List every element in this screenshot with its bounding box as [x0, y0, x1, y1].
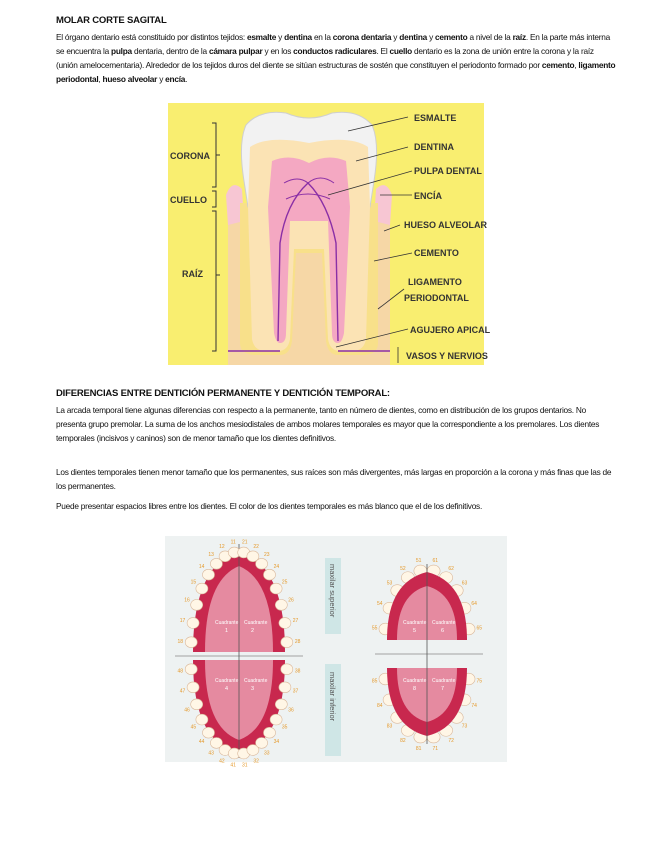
temporary-upper-tooth-number-64: 64	[471, 601, 477, 608]
label-vasos-nervios: VASOS Y NERVIOS	[406, 351, 488, 361]
permanent-upper-tooth-number-27: 27	[292, 617, 299, 624]
permanent-lower-tooth-number-48: 48	[177, 668, 184, 675]
temporary-lower-tooth-number-81: 81	[415, 746, 422, 752]
permanent-upper-tooth-number-17: 17	[179, 617, 186, 624]
quadrant-8-word: Cuadrante	[403, 678, 427, 684]
permanent-upper-tooth-number-24: 24	[273, 564, 280, 571]
temporary-upper-tooth-number-63: 63	[461, 580, 468, 587]
molar-diagram	[168, 103, 491, 365]
paragraph-arcada: La arcada temporal tiene algunas diferencias con respecto a la permanente, tanto en número de dientes, como en distribución de los grupos dentarios. No presenta grupo premolar. La suma de los anchos mesiodistales de ambos molares temporales es mayor que la correspondiente a los premolares. Los dientes temporales (incisivos y caninos) son de menor tamaño que los dientes definitivos.	[56, 405, 600, 443]
permanent-upper-tooth-16	[191, 600, 203, 611]
temporary-lower-tooth-number-85: 85	[371, 678, 378, 685]
quadrant-7-number: 7	[441, 686, 445, 692]
temporary-lower-tooth-number-72: 72	[448, 738, 454, 745]
temporary-lower-tooth-number-84: 84	[377, 702, 383, 709]
label-dentina: DENTINA	[414, 142, 454, 152]
permanent-lower-tooth-number-45: 45	[190, 724, 197, 731]
permanent-lower-tooth-37	[279, 682, 291, 693]
label-raiz: RAÍZ	[182, 269, 203, 279]
quadrant-1-number: 1	[225, 628, 229, 634]
permanent-lower-tooth-number-43: 43	[208, 750, 214, 757]
permanent-upper-tooth-26	[275, 600, 287, 611]
temporary-upper-tooth-number-51: 51	[415, 558, 422, 564]
temporary-lower-tooth-number-83: 83	[386, 723, 393, 730]
quadrant-3-number: 3	[251, 686, 255, 692]
label-agujero-apical: AGUJERO APICAL	[410, 325, 491, 335]
permanent-upper-tooth-number-14: 14	[198, 564, 205, 571]
temporary-lower-tooth-number-82: 82	[400, 738, 406, 745]
quadrant-2-number: 2	[251, 628, 255, 634]
label-corona: CORONA	[170, 151, 210, 161]
quadrant-5-word: Cuadrante	[403, 620, 427, 626]
label-esmalte: ESMALTE	[414, 113, 457, 123]
permanent-lower-tooth-number-34: 34	[273, 739, 280, 746]
permanent-upper-tooth-number-25: 25	[281, 579, 288, 586]
permanent-upper-tooth-23	[256, 558, 268, 569]
label-cuello: CUELLO	[170, 195, 207, 205]
permanent-upper-tooth-25	[270, 583, 282, 594]
temporary-lower-tooth-number-73: 73	[461, 723, 468, 730]
label-periodontal: PERIODONTAL	[404, 293, 469, 303]
quadrant-6-number: 6	[441, 628, 445, 634]
permanent-lower-tooth-34	[264, 727, 276, 738]
temporary-upper-tooth-number-55: 55	[371, 625, 378, 632]
permanent-upper-tooth-number-28: 28	[294, 639, 301, 646]
permanent-upper-tooth-number-18: 18	[177, 639, 184, 646]
permanent-lower-tooth-36	[275, 699, 287, 710]
permanent-lower-tooth-number-41: 41	[230, 762, 236, 769]
temporary-lower-tooth-number-75: 75	[476, 678, 483, 685]
permanent-lower-tooth-number-37: 37	[292, 688, 299, 695]
permanent-lower-tooth-number-36: 36	[288, 707, 294, 714]
permanent-upper-tooth-number-13: 13	[208, 552, 214, 559]
permanent-upper-tooth-18	[185, 637, 197, 648]
quadrant-3-word: Cuadrante	[244, 678, 268, 684]
permanent-lower-tooth-number-32: 32	[253, 758, 259, 765]
permanent-lower-tooth-45	[196, 714, 208, 725]
temporary-upper-tooth-number-54: 54	[377, 601, 383, 608]
permanent-upper-tooth-17	[187, 618, 199, 629]
permanent-lower-tooth-38	[281, 664, 293, 675]
temporary-upper-tooth-number-61: 61	[432, 558, 439, 564]
permanent-upper-tooth-number-16: 16	[184, 597, 190, 604]
quadrant-2-word: Cuadrante	[244, 620, 268, 626]
paragraph-espacios: Puede presentar espacios libres entre los dientes. El color de los dientes temporales es más blanco que el de los definitivos.	[56, 501, 483, 511]
permanent-upper-tooth-number-21: 21	[242, 539, 248, 546]
permanent-lower-tooth-number-35: 35	[281, 724, 288, 731]
permanent-lower-tooth-number-47: 47	[179, 688, 186, 695]
paragraph-tamano: Los dientes temporales tienen menor tamaño que los permanentes, sus raíces son más divergentes, más largas en proporción a la corona y más finas que las de los permanentes.	[56, 467, 612, 491]
quadrant-7-word: Cuadrante	[432, 678, 456, 684]
permanent-upper-tooth-number-26: 26	[288, 597, 294, 604]
quadrant-4-number: 4	[225, 686, 229, 692]
quadrant-5-number: 5	[413, 628, 417, 634]
heading-molar: MOLAR CORTE SAGITAL	[56, 15, 167, 26]
quadrant-1-word: Cuadrante	[215, 620, 239, 626]
quadrant-4-word: Cuadrante	[215, 678, 239, 684]
permanent-upper-tooth-number-12: 12	[219, 543, 225, 550]
permanent-lower-tooth-number-42: 42	[219, 758, 225, 765]
quadrant-8-number: 8	[413, 686, 417, 692]
label-ligamento: LIGAMENTO	[408, 277, 462, 287]
label-encia: ENCÍA	[414, 191, 443, 201]
heading-denticion: DIFERENCIAS ENTRE DENTICIÓN PERMANENTE Y DENTICIÓN TEMPORAL:	[56, 388, 390, 399]
permanent-lower-tooth-46	[191, 699, 203, 710]
permanent-lower-tooth-number-38: 38	[294, 668, 301, 675]
permanent-upper-tooth-number-11: 11	[230, 539, 236, 546]
permanent-lower-tooth-44	[203, 727, 215, 738]
permanent-lower-tooth-number-33: 33	[264, 750, 270, 757]
permanent-upper-tooth-number-23: 23	[264, 552, 270, 559]
temporary-upper-tooth-number-52: 52	[400, 565, 406, 572]
permanent-lower-tooth-35	[270, 714, 282, 725]
permanent-lower-tooth-47	[187, 682, 199, 693]
quadrant-6-word: Cuadrante	[432, 620, 456, 626]
permanent-upper-tooth-28	[281, 637, 293, 648]
permanent-lower-tooth-number-31: 31	[242, 762, 248, 769]
temporary-lower-tooth-number-74: 74	[471, 702, 477, 709]
label-pulpa-dental: PULPA DENTAL	[414, 166, 482, 176]
permanent-upper-tooth-14	[203, 569, 215, 580]
permanent-upper-tooth-24	[264, 569, 276, 580]
permanent-upper-tooth-27	[279, 618, 291, 629]
temporary-upper-tooth-number-53: 53	[386, 580, 393, 587]
label-maxilar-superior: maxilar superior	[328, 564, 337, 618]
permanent-upper-tooth-number-15: 15	[190, 579, 197, 586]
dental-arches-diagram	[165, 536, 507, 769]
temporary-upper-tooth-number-65: 65	[476, 625, 483, 632]
permanent-lower-tooth-number-46: 46	[184, 707, 190, 714]
permanent-upper-tooth-number-22: 22	[253, 543, 259, 550]
temporary-lower-tooth-number-71: 71	[432, 746, 439, 752]
permanent-lower-tooth-number-44: 44	[198, 739, 205, 746]
temporary-upper-tooth-number-62: 62	[448, 565, 454, 572]
permanent-lower-tooth-33	[256, 738, 268, 749]
label-cemento: CEMENTO	[414, 248, 459, 258]
paragraph-molar: El órgano dentario está constituido por distintos tejidos: esmalte y dentina en la corona dentaria y dentina y cemento a nivel de la raíz. En la parte más interna se encuentra la pulpa dentaria, dentro de la cámara pulpar y en los conductos radiculares. El cuello dentario es la zona de unión entre la corona y la raíz (unión amelocementaria). Alrededor de los tejidos duros del diente se sitúan estructuras de sostén que constituyen el periodonto formado por cemento, ligamento periodontal, hueso alveolar y encía.	[56, 32, 616, 84]
permanent-lower-tooth-48	[185, 664, 197, 675]
permanent-upper-tooth-15	[196, 583, 208, 594]
label-hueso-alveolar: HUESO ALVEOLAR	[404, 220, 488, 230]
label-maxilar-inferior: maxilar inferior	[328, 672, 337, 722]
